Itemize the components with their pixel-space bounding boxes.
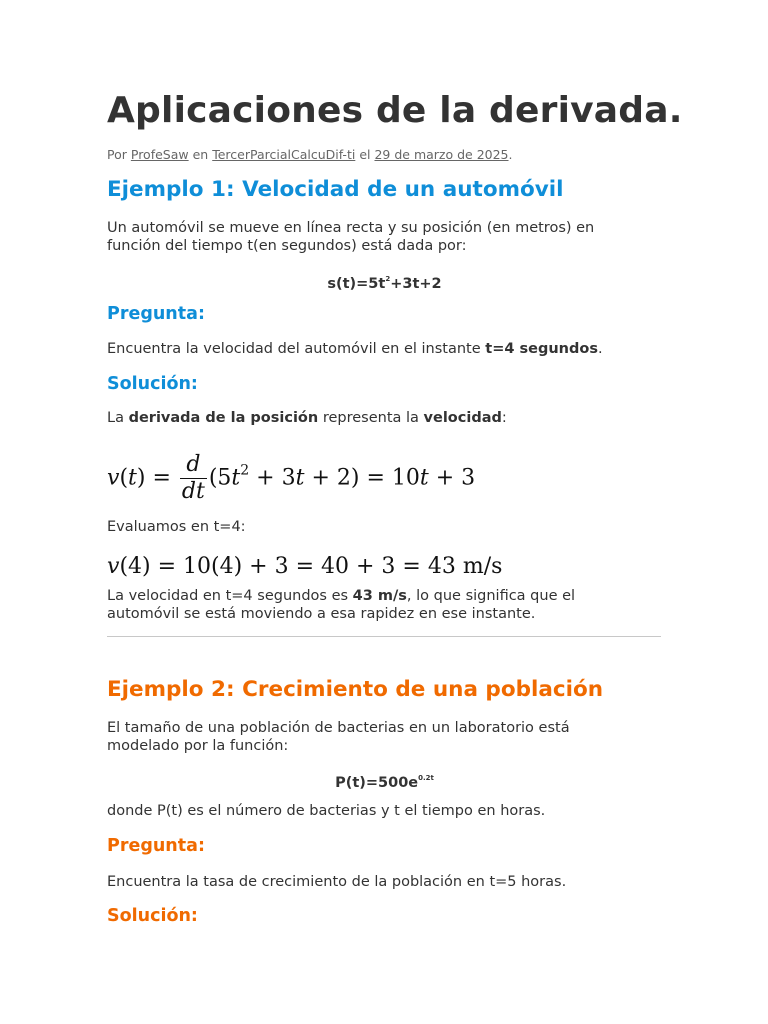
conclusion-emphasis: 43 m/s: [352, 588, 407, 604]
example1-heading: Ejemplo 1: Velocidad de un automóvil: [107, 177, 564, 202]
solution-text-a: La: [107, 410, 129, 426]
meta-on: el: [359, 147, 371, 162]
derivative-equation: v(t) = $\frac{d}{dt}$ $(5t^2 + 3t + 2) = 10t + 3$: [107, 452, 476, 504]
solution-text-b: representa la: [318, 410, 424, 426]
example1-question-heading: Pregunta:: [107, 304, 205, 324]
formula-rest: +3t+2: [390, 276, 442, 292]
author-link[interactable]: ProfeSaw: [130, 147, 189, 162]
meta-prefix: Por: [107, 147, 127, 162]
solution-text-c: :: [501, 410, 507, 426]
conclusion-text: La velocidad en t=4 segundos es: [107, 588, 353, 604]
question-emphasis: t=4 segundos: [485, 341, 598, 357]
category-link[interactable]: TercerParcialCalcuDif-ti: [212, 147, 356, 162]
example2-intro: El tamaño de una población de bacterias en un laboratorio está modelado por la función:: [107, 720, 570, 754]
formula-base: s(t)=5t: [327, 276, 386, 292]
example2-description: donde P(t) es el número de bacterias y t el tiempo en horas.: [107, 803, 546, 819]
example2-heading: Ejemplo 2: Crecimiento de una población: [107, 677, 604, 702]
section-divider: [107, 636, 661, 637]
solution-bold-b: velocidad: [423, 410, 502, 426]
example1-intro: Un automóvil se mueve en línea recta y su posición (en metros) en función del tiempo t(en segundos) está dada por:: [107, 220, 595, 254]
example1-question: [107, 340, 627, 358]
meta-suffix: .: [508, 147, 513, 162]
meta-in: en: [192, 147, 209, 162]
example2-formula: [107, 769, 662, 792]
evaluation-equation: v(4) = 10(4) + 3 = 40 + 3 = 43 m/s: [107, 554, 503, 579]
example1-conclusion: [107, 587, 637, 623]
question-text: Encuentra la velocidad del automóvil en el instante: [107, 341, 486, 357]
example1-formula: [107, 270, 662, 293]
example2-question: Encuentra la tasa de crecimiento de la población en t=5 horas.: [107, 874, 567, 890]
page-title: Aplicaciones de la derivada.: [107, 90, 683, 131]
formula-base: P(t)=500e: [335, 775, 419, 791]
example1-solution-heading: Solución:: [107, 374, 198, 394]
post-meta: [107, 146, 513, 164]
date-link[interactable]: 29 de marzo de 2025: [374, 147, 509, 162]
example2-solution-heading: Solución:: [107, 906, 198, 926]
solution-bold-a: derivada de la posición: [128, 410, 319, 426]
example1-solution-text: [107, 409, 627, 427]
evaluate-text: Evaluamos en t=4:: [107, 519, 246, 535]
formula-exponent: 2: [385, 275, 391, 283]
question-end: .: [597, 341, 603, 357]
conclusion-end: , lo que significa que el automóvil se está moviendo a esa rapidez en ese instante.: [107, 588, 576, 622]
formula-exponent: 0.2t: [418, 774, 434, 782]
example2-question-heading: Pregunta:: [107, 836, 205, 856]
